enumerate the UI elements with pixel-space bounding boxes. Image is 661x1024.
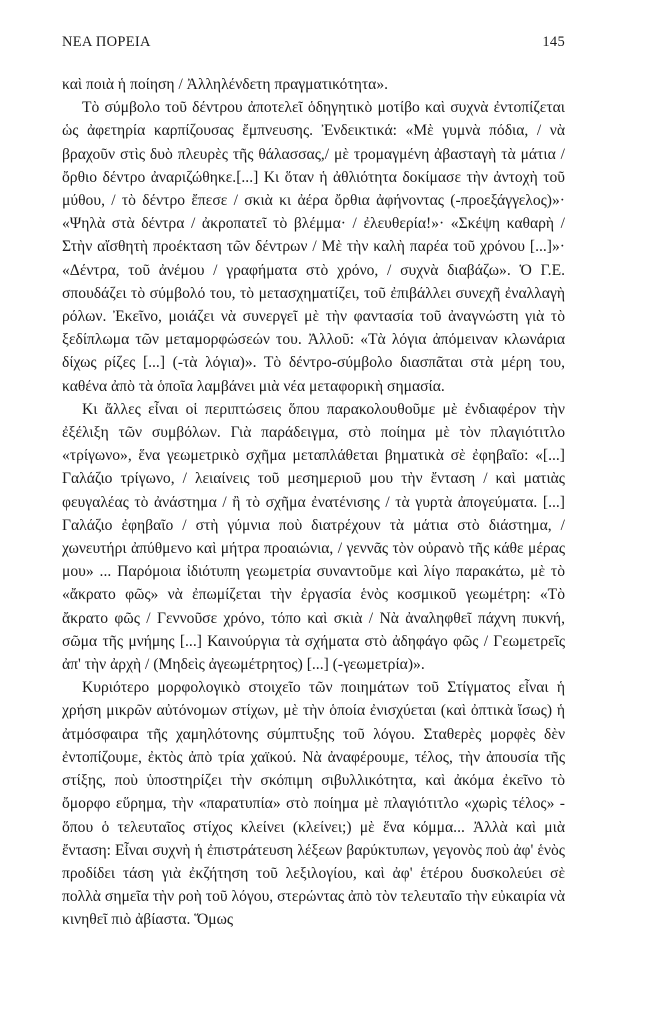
page-header [62,34,565,51]
page-number: 145 [542,34,565,50]
running-title: ΝΕΑ ΠΟΡΕΙΑ [62,34,151,50]
paragraph: καὶ ποιὰ ἡ ποίηση / Ἀλληλένδετη πραγματικότητα». [62,76,389,93]
paragraph: Τὸ σύμβολο τοῦ δέντρου ἀποτελεῖ ὁδηγητικὸ μοτίβο καὶ συχνὰ ἐντοπίζεται ὡς ἀφετηρία καρπίζουσας ἔμπνευσης. Ἐνδεικτικά: «Μὲ γυμνὰ πόδια, / νὰ βραχοῦν στὶς δυὸ πλευρὲς τῆς θάλασσας,/ μὲ τρομαγμένη ἀβασταγὴ τὰ μάτια / ὄρθιο δέντρο ἀναριζώθηκε.[...] Κι ὅταν ἡ ἀθλιότητα δοκίμασε τὴν ἀντοχὴ τοῦ μύθου, / τὸ δέντρο ἔπεσε / σκιὰ κι ἀέρα ὄρθια ἀφήνοντας (-προεξάγγελος)»· «Ψηλὰ στὰ δέντρα / ἀκροπατεῖ τὸ βλέμμα· / ἐλευθερία!»· «Σκέψη καθαρὴ / Στὴν αἴσθητὴ προέκταση τῶν δέντρων / Μὲ τὴν καλὴ παρέα τοῦ χρόνου [...]»· «Δέντρα, τοῦ ἀνέμου / γραφήματα στὸ χρόνο, / συχνὰ διαβάζω». Ὁ Γ.Ε. σπουδάζει τὸ σύμβολό του, τὸ μετασχηματίζει, τοῦ ἐπιβάλλει συνεχῆ ἐναλλαγὴ ρόλων. Ἐκεῖνο, μοιάζει νὰ συνεργεῖ μὲ τὴν φαντασία τοῦ ἀναγνώστη γιὰ τὸ ξεδίπλωμα τῶν μεταμορφώσεών του. Ἀλλοῦ: «Τὰ λόγια ἀπόμειναν κλωνάρια δίχως ρίζες [...] (-τὰ λόγια)». Τὸ δέντρο-σύμβολο διασπᾶται στὰ μέρη του, καθένα ἀπὸ τὰ ὁποῖα λαμβάνει μιὰ νέα μεταφορικὴ σημασία. [62,99,565,395]
paragraph: Κι ἄλλες εἶναι οἱ περιπτώσεις ὅπου παρακολουθοῦμε μὲ ἐνδιαφέρον τὴν ἐξέλιξη τῶν συμβόλων. Γιὰ παράδειγμα, στὸ ποίημα μὲ τὸν πλαγιότιτλο «τρίγωνο», ἕνα γεωμετρικὸ σχῆμα μεταπλάθεται βηματικὰ σὲ ἐφηβαῖο: «[...] Γαλάζιο τρίγωνο, / λειαίνεις τοῦ μεσημεριοῦ μου τὴν ἔνταση / καὶ ματιὰς φευγαλέας τὸ ἀνάστημα / ἢ τὸ σχῆμα ἐνατένισης / τὰ γυρτὰ ἀπογεύματα. [...] Γαλάζιο ἐφηβαῖο / στὴ γύμνια ποὺ διατρέχουν τὰ μάτια στὸ διάστημα, / χωνευτήρι ἀπύθμενο καὶ μήτρα προαιώνια, / γεννᾶς τὸν οὐρανὸ τῆς κάθε μέρας μου» ... Παρόμοια ἰδιότυπη γεωμετρία συναντοῦμε καὶ λίγο παρακάτω, μὲ τὸ «ἄκρατο φῶς» νὰ ἐπωμίζεται τὴν ἐργασία ἑνὸς κοσμικοῦ γεωμέτρη: «Τὸ ἄκρατο φῶς / Γεννοῦσε χρόνο, τόπο καὶ σκιὰ / Νὰ ἀναληφθεῖ πάχνη πυκνή, σῶμα τῆς μνήμης [...] Καινούργια τὰ σχήματα στὸ ἀδηφάγο φῶς / Γεωμετρεῖς ἀπ' τὴν ἀρχὴ / (Μηδεὶς ἀγεωμέτρητος) [...] (-γεωμετρία)». [62,400,565,674]
paragraph: Κυριότερο μορφολογικὸ στοιχεῖο τῶν ποιημάτων τοῦ Στίγματος εἶναι ἡ χρήση μικρῶν αὐτόνομων στίχων, μὲ τὴν ὁποία ἐνισχύεται (καὶ ὀπτικὰ ἴσως) ἡ ἀτμόσφαιρα τῆς χαμηλότονης σύμπτυξης τοῦ λόγου. Σταθερὲς μορφὲς δὲν ἐντοπίζουμε, ἐκτὸς ἀπὸ τρία χαϊκού. Νὰ ἀναφέρουμε, τέλος, τὴν ἀπουσία τῆς στίξης, ποὺ ὑποστηρίζει τὴν σκόπιμη σιβυλλικότητα, καὶ ἀκόμα ἐκεῖνο τὸ ὄμορφο εὕρημα, τὴν «παρατυπία» στὸ ποίημα μὲ πλαγιότιτλο «χωρὶς τέλος» - ὅπου ὁ τελευταῖος στίχος κλείνει (κλείνει;) μὲ ἕνα κόμμα... Ἀλλὰ καὶ μιὰ ἔνταση: Εἶναι συχνὴ ἡ ἐπιστράτευση λέξεων βαρύκτυπων, γεγονὸς ποὺ ἀφ' ἑνὸς προδίδει τάση γιὰ ἐκζήτηση τοῦ λεξιλογίου, καὶ ἀφ' ἑτέρου δυσκολεύει σὲ πολλὰ σημεῖα τὴν ροὴ τοῦ λόγου, στερώντας ἀπὸ τὸν τελευταῖο τὴν εὐκαιρία νὰ κινηθεῖ πιὸ ἀβίαστα. Ὅμως [62,679,565,929]
body-text [62,73,565,932]
